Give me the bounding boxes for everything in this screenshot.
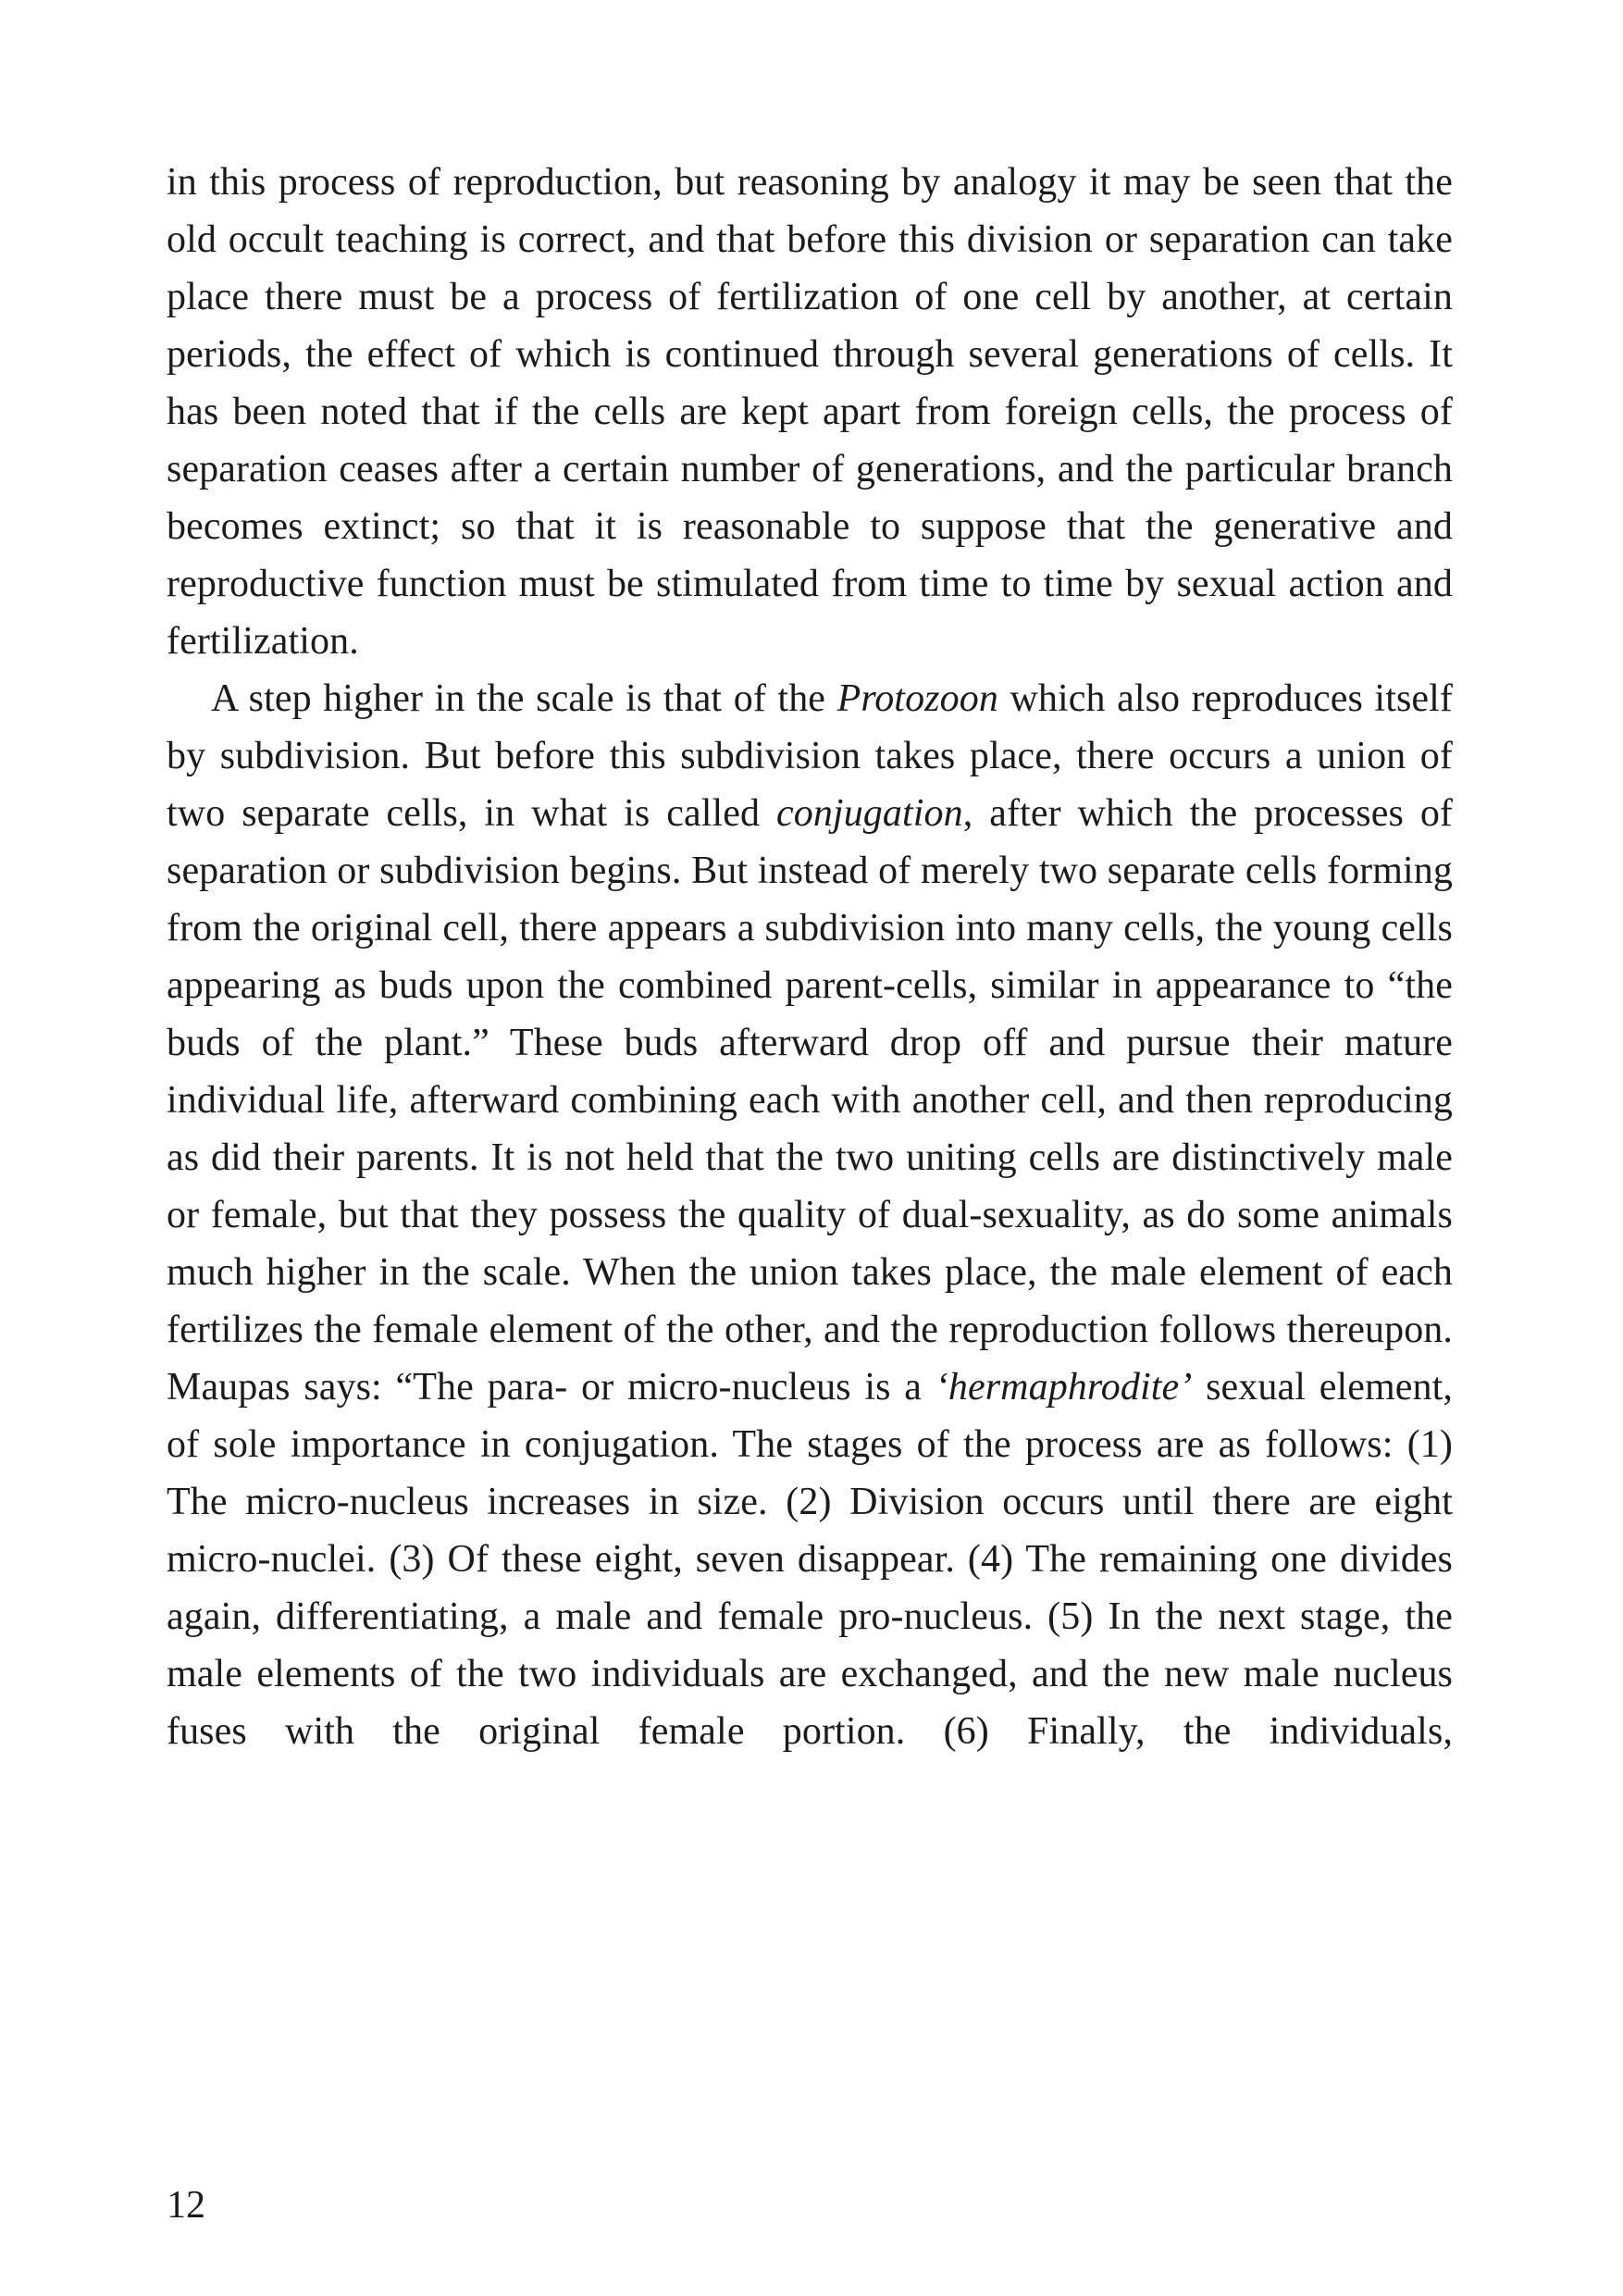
paragraph — [167, 154, 1453, 670]
text-block — [167, 154, 1453, 1760]
page-number: 12 — [167, 2184, 205, 2227]
italic-text-run: conjugation — [775, 792, 963, 835]
text-run: , after which the processes of separation or subdivision begins. But instead of merely two separate cells forming from the original cell, there appears a subdivision into many cells, the young cells appearing as buds upon the combined parent-cells, similar in appearance to “the buds of the plant.” These buds afterward drop off and pursue their mature individual life, afterward combining each with another cell, and then reproducing as did their parents. It is not held that the two uniting cells are distinctively male or female, but that they possess the quality of dual-sexuality, as do some animals much higher in the scale. When the union takes place, the male element of each fertilizes the female element of the other, and the reproduction follows thereupon. Maupas says: “The para- or micro-nucleus is a — [167, 792, 1454, 1409]
text-run: A step higher in the scale is that of the — [211, 677, 837, 720]
text-run: which also reproduces itself by subdivision. But before this subdivision takes place, there occurs a union of two separate cells, in what is called — [167, 677, 1454, 835]
italic-text-run: Protozoon — [836, 677, 998, 720]
paragraph — [167, 670, 1453, 1760]
text-run: in this process of reproduction, but reasoning by analogy it may be seen that the old occult teaching is correct, and that before this division or separation can take place there must be a process of fertilization of one cell by another, at certain periods, the effect of which is continued through several generations of cells. It has been noted that if the cells are kept apart from foreign cells, the process of separation ceases after a certain number of generations, and the particular branch becomes extinct; so that it is reasonable to suppose that the generative and reproductive function must be stimulated from time to time by sexual action and fertilization. — [167, 161, 1453, 663]
text-run: sexual element, of sole importance in conjugation. The stages of the process are as follows: (1) The micro-nucleus increases in size. (2) Division occurs until there are eight micro-nuclei. (3) Of these eight, seven disappear. (4) The remaining one divides again, differentiating, a male and female pro-nucleus. (5) In the next stage, the male elements of the two individuals are exchanged, and the new male nucleus fuses with the original female portion. (6) Finally, the individuals, — [167, 1366, 1453, 1753]
italic-text-run: ‘hermaphrodite’ — [935, 1366, 1193, 1409]
